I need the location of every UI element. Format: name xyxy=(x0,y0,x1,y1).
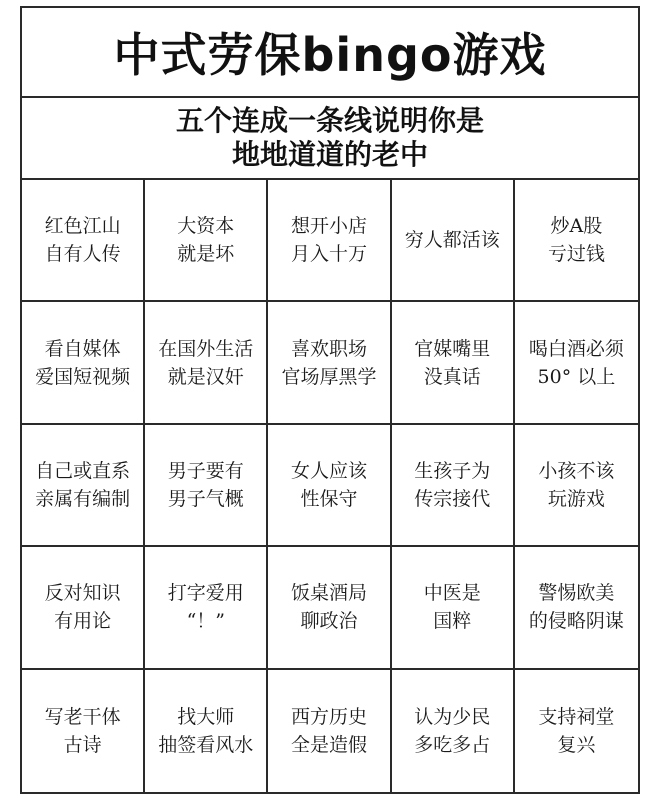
bingo-cell-text: 没真话 xyxy=(423,365,481,388)
bingo-cell xyxy=(268,180,391,302)
bingo-cell xyxy=(392,670,515,792)
bingo-cell-text: 传宗接代 xyxy=(414,487,491,510)
bingo-cell xyxy=(145,302,268,424)
bingo-cell xyxy=(392,180,515,302)
bingo-cell-text: 亲属有编制 xyxy=(35,487,131,510)
bingo-cell xyxy=(392,302,515,424)
bingo-cell xyxy=(515,670,638,792)
title-band xyxy=(22,8,638,98)
bingo-cell-text: 的侵略阴谋 xyxy=(528,610,624,633)
subtitle-band xyxy=(22,98,638,180)
bingo-cell-text: 男子要有 xyxy=(167,459,244,482)
bingo-cell xyxy=(268,425,391,547)
bingo-cell-text: 抽签看风水 xyxy=(158,733,254,756)
bingo-cell xyxy=(22,547,145,669)
bingo-cell-text: 自有人传 xyxy=(44,243,121,266)
bingo-cell-text: 玩游戏 xyxy=(547,487,605,510)
bingo-cell-text: 炒A股 xyxy=(550,215,603,238)
bingo-cell-text: 写老干体 xyxy=(44,705,121,728)
bingo-cell-text: 男子气概 xyxy=(167,487,244,510)
bingo-cell xyxy=(268,302,391,424)
bingo-cell-text: 官媒嘴里 xyxy=(414,337,491,360)
bingo-cell xyxy=(515,547,638,669)
bingo-cell-text: 打字爱用 xyxy=(167,582,244,605)
bingo-cell-text: 就是坏 xyxy=(177,243,235,266)
subtitle-line-1: 五个连成一条线说明你是 xyxy=(175,104,484,137)
bingo-card xyxy=(20,6,640,794)
bingo-cell-text: 中医是 xyxy=(423,582,481,605)
bingo-cell-text: 红色江山 xyxy=(44,215,121,238)
bingo-cell xyxy=(22,302,145,424)
bingo-cell xyxy=(392,547,515,669)
bingo-cell-text: 看自媒体 xyxy=(44,337,121,360)
bingo-cell-text: 古诗 xyxy=(63,733,102,756)
bingo-cell-text: 找大师 xyxy=(177,705,235,728)
bingo-cell-text: 饭桌酒局 xyxy=(290,582,367,605)
bingo-cell xyxy=(268,670,391,792)
bingo-cell-text: 国粹 xyxy=(433,610,472,633)
subtitle-line-2: 地地道道的老中 xyxy=(231,138,428,171)
bingo-cell-text: 复兴 xyxy=(557,733,596,756)
bingo-cell xyxy=(145,670,268,792)
bingo-cell-text: 小孩不该 xyxy=(538,459,615,482)
bingo-cell-text: 穷人都活该 xyxy=(404,229,500,252)
page-title: 中式劳保bingo游戏 xyxy=(113,28,547,82)
bingo-cell-text: 警惕欧美 xyxy=(538,582,615,605)
bingo-cell-text: 官场厚黑学 xyxy=(281,365,377,388)
bingo-cell-text: 自己或直系 xyxy=(35,459,131,482)
bingo-cell-text: 50° 以上 xyxy=(537,365,616,388)
bingo-cell xyxy=(145,180,268,302)
bingo-cell-text: 在国外生活 xyxy=(158,337,254,360)
bingo-cell xyxy=(145,425,268,547)
bingo-cell-text: 有用论 xyxy=(54,610,112,633)
bingo-cell-text: 生孩子为 xyxy=(414,459,491,482)
bingo-cell-text: 多吃多占 xyxy=(414,733,491,756)
bingo-cell-text: 聊政治 xyxy=(300,610,358,633)
bingo-cell xyxy=(268,547,391,669)
bingo-cell xyxy=(515,425,638,547)
bingo-cell xyxy=(22,180,145,302)
bingo-cell-text: 西方历史 xyxy=(290,705,367,728)
bingo-cell-text: 就是汉奸 xyxy=(167,365,244,388)
bingo-cell-text: 大资本 xyxy=(177,215,235,238)
bingo-cell-text: 喝白酒必须 xyxy=(528,337,624,360)
bingo-cell-text: 反对知识 xyxy=(44,582,121,605)
bingo-grid xyxy=(22,180,638,792)
bingo-cell-text: 支持祠堂 xyxy=(538,705,615,728)
bingo-cell-text: 想开小店 xyxy=(290,215,367,238)
bingo-cell-text: 喜欢职场 xyxy=(290,337,367,360)
bingo-cell-text: 女人应该 xyxy=(290,459,367,482)
bingo-cell-text: 性保守 xyxy=(300,487,358,510)
bingo-cell xyxy=(392,425,515,547)
bingo-cell xyxy=(515,302,638,424)
bingo-cell-text: 认为少民 xyxy=(414,705,491,728)
bingo-cell-text: 亏过钱 xyxy=(547,243,605,266)
bingo-cell xyxy=(145,547,268,669)
bingo-cell xyxy=(22,425,145,547)
bingo-cell-text: 爱国短视频 xyxy=(35,365,131,388)
bingo-cell xyxy=(22,670,145,792)
bingo-cell-text: “！” xyxy=(186,610,225,633)
bingo-cell-text: 月入十万 xyxy=(290,243,367,266)
bingo-cell-text: 全是造假 xyxy=(290,733,367,756)
bingo-cell xyxy=(515,180,638,302)
